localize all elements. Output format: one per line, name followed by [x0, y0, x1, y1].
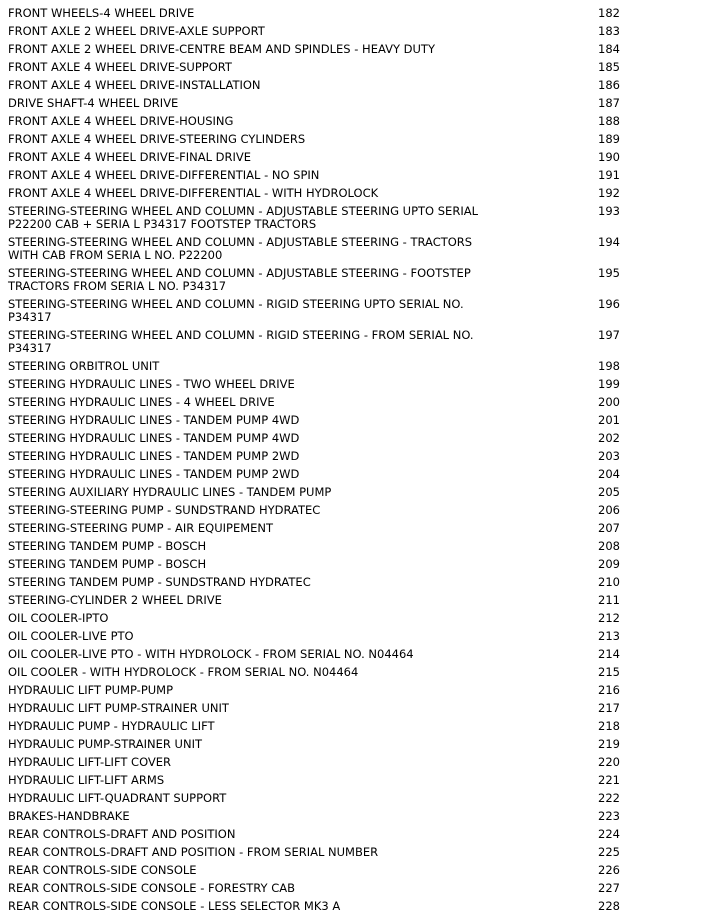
toc-entry-page-number: 187: [598, 96, 620, 110]
toc-entry-title: [8, 522, 528, 535]
toc-entry-page-number: 207: [598, 521, 620, 535]
toc-row[interactable]: [8, 167, 713, 185]
toc-entry-page-number: 221: [598, 773, 620, 787]
toc-row[interactable]: [8, 296, 713, 327]
toc-entry-page-number: 201: [598, 413, 620, 427]
toc-entry-title-line: REAR CONTROLS-DRAFT AND POSITION - FROM SERIAL NUMBER: [8, 845, 379, 859]
toc-row[interactable]: [8, 826, 713, 844]
toc-entry-title-line: STEERING-STEERING WHEEL AND COLUMN - RIGID STEERING UPTO SERIAL NO.: [8, 297, 464, 311]
toc-entry-page-number: 219: [598, 737, 620, 751]
toc-entry-title-line: P34317: [8, 310, 52, 324]
toc-entry-page-number: 191: [598, 168, 620, 182]
toc-entry-page-number: 194: [598, 235, 620, 249]
toc-entry-page-number: 200: [598, 395, 620, 409]
toc-entry-title: [8, 774, 528, 787]
toc-entry-title-line: OIL COOLER-LIVE PTO: [8, 629, 134, 643]
toc-entry-title: [8, 486, 528, 499]
toc-entry-title-line: STEERING HYDRAULIC LINES - TANDEM PUMP 2WD: [8, 467, 300, 481]
toc-entry-title-line: DRIVE SHAFT-4 WHEEL DRIVE: [8, 96, 179, 110]
toc-entry-title: [8, 666, 528, 679]
toc-entry-page-number: 223: [598, 809, 620, 823]
toc-row[interactable]: [8, 185, 713, 203]
toc-entry-page-number: 198: [598, 359, 620, 373]
toc-entry-page-number: 206: [598, 503, 620, 517]
toc-entry-title: [8, 504, 528, 517]
toc-entry-title-line: WITH CAB FROM SERIA L NO. P22200: [8, 248, 223, 262]
toc-entry-title: [8, 648, 528, 661]
toc-row[interactable]: [8, 628, 713, 646]
toc-row[interactable]: [8, 113, 713, 131]
toc-entry-title: [8, 79, 528, 92]
toc-entry-title-line: STEERING-STEERING WHEEL AND COLUMN - ADJUSTABLE STEERING UPTO SERIAL: [8, 204, 478, 218]
toc-entry-title-line: STEERING-STEERING WHEEL AND COLUMN - RIGID STEERING - FROM SERIAL NO.: [8, 328, 474, 342]
toc-entry-title: [8, 468, 528, 481]
toc-row[interactable]: [8, 772, 713, 790]
toc-entry-title: [8, 7, 528, 20]
toc-entry-title: [8, 97, 528, 110]
toc-row[interactable]: [8, 41, 713, 59]
toc-entry-title: [8, 756, 528, 769]
toc-entry-page-number: 218: [598, 719, 620, 733]
toc-entry-title-line: STEERING HYDRAULIC LINES - TWO WHEEL DRIVE: [8, 377, 295, 391]
toc-row[interactable]: [8, 664, 713, 682]
toc-row[interactable]: [8, 394, 713, 412]
toc-entry-title-line: FRONT AXLE 2 WHEEL DRIVE-CENTRE BEAM AND SPINDLES - HEAVY DUTY: [8, 42, 435, 56]
toc-entry-title-line: OIL COOLER-IPTO: [8, 611, 109, 625]
toc-entry-title-line: REAR CONTROLS-SIDE CONSOLE: [8, 863, 197, 877]
toc-entry-title-line: STEERING-STEERING WHEEL AND COLUMN - ADJUSTABLE STEERING - TRACTORS: [8, 235, 473, 249]
toc-entry-page-number: 225: [598, 845, 620, 859]
toc-entry-page-number: 186: [598, 78, 620, 92]
toc-entry-page-number: 192: [598, 186, 620, 200]
toc-entry-page-number: 208: [598, 539, 620, 553]
toc-entry-title-line: STEERING AUXILIARY HYDRAULIC LINES - TANDEM PUMP: [8, 485, 332, 499]
toc-entry-title-line: STEERING HYDRAULIC LINES - TANDEM PUMP 4WD: [8, 431, 300, 445]
toc-row[interactable]: [8, 754, 713, 772]
toc-entry-title: [8, 720, 528, 733]
toc-entry-page-number: 217: [598, 701, 620, 715]
toc-entry-title: [8, 414, 528, 427]
toc-entry-title-line: STEERING-STEERING PUMP - AIR EQUIPEMENT: [8, 521, 274, 535]
toc-entry-page-number: 190: [598, 150, 620, 164]
toc-row[interactable]: [8, 203, 713, 234]
toc-entry-title-line: HYDRAULIC LIFT-LIFT ARMS: [8, 773, 165, 787]
toc-row[interactable]: [8, 646, 713, 664]
toc-entry-title: [8, 828, 528, 841]
toc-row[interactable]: [8, 574, 713, 592]
toc-entry-page-number: 203: [598, 449, 620, 463]
toc-entry-title: [8, 396, 528, 409]
toc-row[interactable]: [8, 265, 713, 296]
toc-row[interactable]: [8, 610, 713, 628]
toc-entry-title-line: FRONT AXLE 4 WHEEL DRIVE-HOUSING: [8, 114, 234, 128]
toc-entry-title-line: HYDRAULIC PUMP - HYDRAULIC LIFT: [8, 719, 215, 733]
toc-entry-title: [8, 267, 528, 293]
toc-row[interactable]: [8, 376, 713, 394]
toc-entry-page-number: 202: [598, 431, 620, 445]
toc-entry-title: [8, 630, 528, 643]
toc-row[interactable]: [8, 592, 713, 610]
toc-entry-title-line: HYDRAULIC LIFT-QUADRANT SUPPORT: [8, 791, 227, 805]
toc-entry-page-number: 210: [598, 575, 620, 589]
toc-entry-page-number: 195: [598, 266, 620, 280]
toc-entry-title: [8, 169, 528, 182]
toc-entry-title-line: STEERING ORBITROL UNIT: [8, 359, 160, 373]
toc-entry-title-line: REAR CONTROLS-SIDE CONSOLE - FORESTRY CAB: [8, 881, 295, 895]
toc-row[interactable]: [8, 358, 713, 376]
toc-entry-page-number: 183: [598, 24, 620, 38]
toc-row[interactable]: [8, 682, 713, 700]
toc-entry-title-line: FRONT AXLE 4 WHEEL DRIVE-INSTALLATION: [8, 78, 261, 92]
toc-entry-page-number: 189: [598, 132, 620, 146]
toc-row[interactable]: [8, 466, 713, 484]
toc-entry-page-number: 205: [598, 485, 620, 499]
toc-entry-title: [8, 378, 528, 391]
toc-entry-page-number: 220: [598, 755, 620, 769]
toc-row[interactable]: [8, 556, 713, 574]
toc-entry-title-line: FRONT WHEELS-4 WHEEL DRIVE: [8, 6, 195, 20]
toc-row[interactable]: [8, 718, 713, 736]
toc-row[interactable]: [8, 59, 713, 77]
toc-row[interactable]: [8, 23, 713, 41]
toc-entry-title: [8, 684, 528, 697]
toc-entry-page-number: 184: [598, 42, 620, 56]
toc-row[interactable]: [8, 234, 713, 265]
toc-entry-page-number: 197: [598, 328, 620, 342]
toc-entry-page-number: 188: [598, 114, 620, 128]
toc-entry-title: [8, 792, 528, 805]
toc-row[interactable]: [8, 898, 713, 916]
toc-entry-title: [8, 882, 528, 895]
toc-entry-title-line: STEERING TANDEM PUMP - SUNDSTRAND HYDRATEC: [8, 575, 311, 589]
toc-entry-title: [8, 187, 528, 200]
toc-entry-title: [8, 540, 528, 553]
toc-entry-title: [8, 864, 528, 877]
toc-row[interactable]: [8, 538, 713, 556]
toc-entry-title-line: REAR CONTROLS-SIDE CONSOLE - LESS SELECTOR MK3 A: [8, 899, 341, 913]
toc-entry-title-line: REAR CONTROLS-DRAFT AND POSITION: [8, 827, 236, 841]
toc-entry-title-line: OIL COOLER-LIVE PTO - WITH HYDROLOCK - FROM SERIAL NO. N04464: [8, 647, 414, 661]
toc-entry-title-line: FRONT AXLE 4 WHEEL DRIVE-STEERING CYLINDERS: [8, 132, 306, 146]
toc-row[interactable]: [8, 700, 713, 718]
toc-entry-title: [8, 612, 528, 625]
toc-row[interactable]: [8, 790, 713, 808]
toc-entry-title-line: P22200 CAB + SERIA L P34317 FOOTSTEP TRACTORS: [8, 217, 317, 231]
toc-entry-page-number: 228: [598, 899, 620, 913]
toc-entry-title-line: STEERING TANDEM PUMP - BOSCH: [8, 557, 207, 571]
toc-entry-page-number: 182: [598, 6, 620, 20]
toc-entry-title-line: STEERING-CYLINDER 2 WHEEL DRIVE: [8, 593, 222, 607]
toc-entry-title: [8, 702, 528, 715]
toc-row[interactable]: [8, 448, 713, 466]
toc-row[interactable]: [8, 862, 713, 880]
toc-row[interactable]: [8, 430, 713, 448]
toc-entry-title-line: HYDRAULIC LIFT PUMP-PUMP: [8, 683, 174, 697]
toc-entry-title: [8, 43, 528, 56]
toc-entry-title: [8, 236, 528, 262]
toc-entry-page-number: 212: [598, 611, 620, 625]
toc-entry-title: [8, 810, 528, 823]
toc-entry-page-number: 215: [598, 665, 620, 679]
toc-entry-title-line: FRONT AXLE 4 WHEEL DRIVE-DIFFERENTIAL - NO SPIN: [8, 168, 320, 182]
toc-entry-page-number: 222: [598, 791, 620, 805]
toc-entry-page-number: 226: [598, 863, 620, 877]
toc-row[interactable]: [8, 327, 713, 358]
toc-row[interactable]: [8, 131, 713, 149]
toc-entry-title: [8, 576, 528, 589]
toc-entry-title-line: HYDRAULIC LIFT PUMP-STRAINER UNIT: [8, 701, 229, 715]
toc-entry-title-line: OIL COOLER - WITH HYDROLOCK - FROM SERIAL NO. N04464: [8, 665, 359, 679]
toc-entry-title-line: STEERING HYDRAULIC LINES - TANDEM PUMP 2WD: [8, 449, 300, 463]
toc-entry-page-number: 204: [598, 467, 620, 481]
toc-entry-title: [8, 205, 528, 231]
toc-entry-title-line: P34317: [8, 341, 52, 355]
toc-entry-page-number: 193: [598, 204, 620, 218]
toc-row[interactable]: [8, 502, 713, 520]
toc-entry-title: [8, 432, 528, 445]
toc-entry-title-line: FRONT AXLE 4 WHEEL DRIVE-SUPPORT: [8, 60, 232, 74]
toc-row[interactable]: [8, 520, 713, 538]
toc-entry-page-number: 211: [598, 593, 620, 607]
toc-entry-title: [8, 450, 528, 463]
toc-entry-title: [8, 594, 528, 607]
toc-entry-title-line: FRONT AXLE 2 WHEEL DRIVE-AXLE SUPPORT: [8, 24, 265, 38]
toc-entry-title-line: BRAKES-HANDBRAKE: [8, 809, 130, 823]
toc-entry-title: [8, 151, 528, 164]
table-of-contents: [8, 5, 713, 916]
toc-row[interactable]: [8, 149, 713, 167]
toc-entry-title: [8, 738, 528, 751]
toc-entry-title-line: TRACTORS FROM SERIA L NO. P34317: [8, 279, 227, 293]
toc-entry-title-line: STEERING HYDRAULIC LINES - TANDEM PUMP 4WD: [8, 413, 300, 427]
toc-entry-title-line: STEERING HYDRAULIC LINES - 4 WHEEL DRIVE: [8, 395, 275, 409]
toc-row[interactable]: [8, 484, 713, 502]
toc-entry-title: [8, 846, 528, 859]
toc-row[interactable]: [8, 95, 713, 113]
toc-entry-page-number: 224: [598, 827, 620, 841]
toc-entry-page-number: 209: [598, 557, 620, 571]
toc-entry-title: [8, 900, 528, 913]
toc-entry-title: [8, 558, 528, 571]
toc-entry-page-number: 199: [598, 377, 620, 391]
toc-entry-page-number: 196: [598, 297, 620, 311]
toc-entry-page-number: 227: [598, 881, 620, 895]
toc-row[interactable]: [8, 736, 713, 754]
toc-row[interactable]: [8, 412, 713, 430]
toc-entry-title-line: HYDRAULIC LIFT-LIFT COVER: [8, 755, 172, 769]
toc-row[interactable]: [8, 808, 713, 826]
toc-entry-title-line: STEERING TANDEM PUMP - BOSCH: [8, 539, 207, 553]
toc-entry-title: [8, 25, 528, 38]
toc-entry-title-line: FRONT AXLE 4 WHEEL DRIVE-FINAL DRIVE: [8, 150, 252, 164]
toc-row[interactable]: [8, 844, 713, 862]
toc-row[interactable]: [8, 5, 713, 23]
toc-entry-title: [8, 329, 528, 355]
toc-entry-title: [8, 360, 528, 373]
toc-entry-title-line: STEERING-STEERING PUMP - SUNDSTRAND HYDRATEC: [8, 503, 321, 517]
toc-entry-title: [8, 61, 528, 74]
toc-entry-page-number: 213: [598, 629, 620, 643]
toc-entry-title-line: FRONT AXLE 4 WHEEL DRIVE-DIFFERENTIAL - WITH HYDROLOCK: [8, 186, 379, 200]
toc-entry-title: [8, 115, 528, 128]
toc-entry-title: [8, 298, 528, 324]
toc-row[interactable]: [8, 77, 713, 95]
toc-entry-title-line: HYDRAULIC PUMP-STRAINER UNIT: [8, 737, 202, 751]
toc-entry-page-number: 185: [598, 60, 620, 74]
toc-entry-title-line: STEERING-STEERING WHEEL AND COLUMN - ADJUSTABLE STEERING - FOOTSTEP: [8, 266, 471, 280]
toc-entry-page-number: 214: [598, 647, 620, 661]
toc-row[interactable]: [8, 880, 713, 898]
toc-entry-title: [8, 133, 528, 146]
toc-entry-page-number: 216: [598, 683, 620, 697]
